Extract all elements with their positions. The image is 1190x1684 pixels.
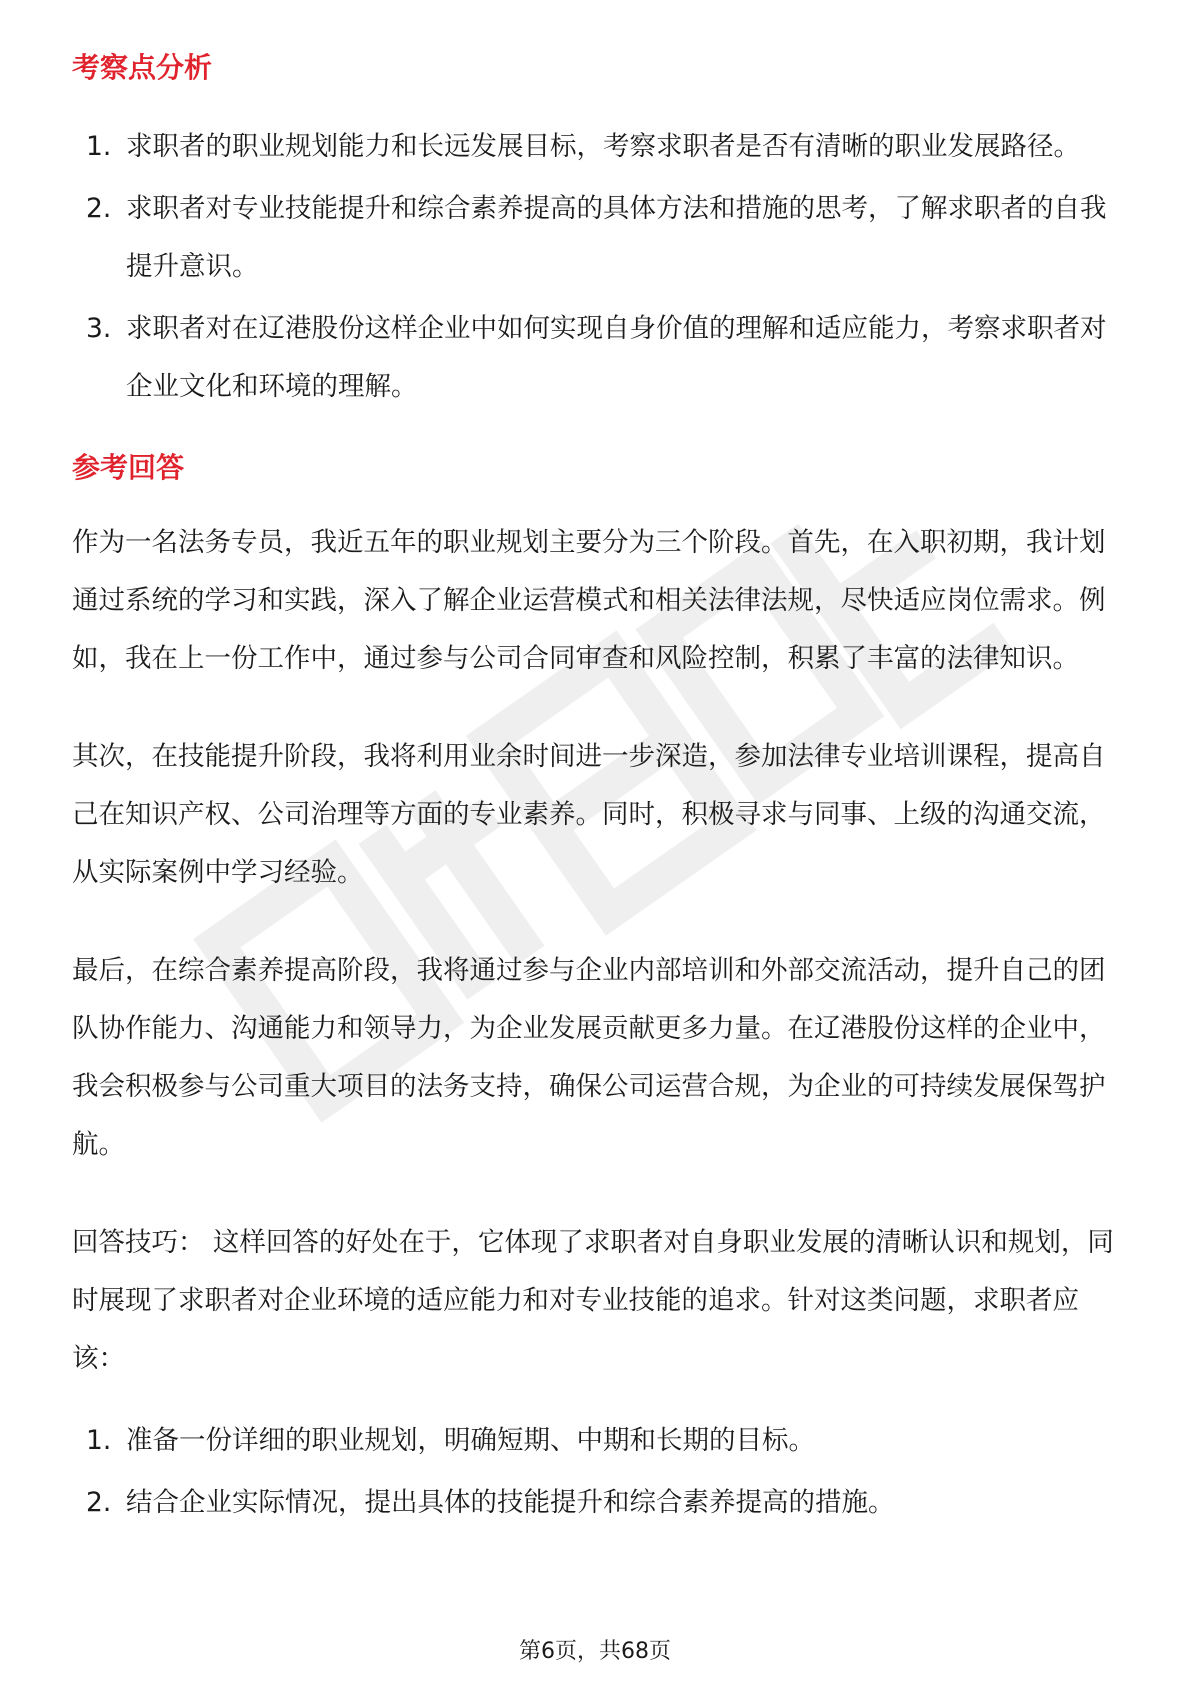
list-item-number: 3. [86,313,112,344]
list-item-text: 求职者对专业技能提升和综合素养提高的具体方法和措施的思考，了解求职者的自我提升意识。 [126,193,1107,282]
list-item-text: 准备一份详细的职业规划，明确短期、中期和长期的目标。 [126,1425,815,1456]
analysis-list [72,118,1122,416]
list-item-number: 2. [86,193,112,224]
list-item-text: 求职者对在辽港股份这样企业中如何实现自身价值的理解和适应能力，考察求职者对企业文化和环境的理解。 [126,313,1107,402]
answer-heading: 参考回答 [72,451,185,484]
answer-paragraph: 最后，在综合素养提高阶段，我将通过参与企业内部培训和外部交流活动，提升自己的团队协作能力、沟通能力和领导力，为企业发展贡献更多力量。在辽港股份这样的企业中，我会积极参与公司重大项目的法务支持，确保公司运营合规，为企业的可持续发展保驾护航。 [72,955,1106,1160]
list-item [72,118,1122,176]
list-item-text: 结合企业实际情况，提出具体的技能提升和综合素养提高的措施。 [126,1487,895,1518]
list-item-number: 2. [86,1487,112,1518]
list-item [72,300,1122,416]
list-item [72,1474,1122,1532]
tips-list [72,1412,1122,1532]
list-item-number: 1. [86,131,112,162]
answer-paragraph: 作为一名法务专员，我近五年的职业规划主要分为三个阶段。首先，在入职初期，我计划通过系统的学习和实践，深入了解企业运营模式和相关法律法规，尽快适应岗位需求。例如，我在上一份工作中，通过参与公司合同审查和风险控制，积累了丰富的法律知识。 [72,527,1106,674]
page-number-footer: 第6页，共68页 [519,1639,671,1664]
list-item-text: 求职者的职业规划能力和长远发展目标，考察求职者是否有清晰的职业发展路径。 [126,131,1080,162]
list-item [72,1412,1122,1470]
analysis-heading: 考察点分析 [72,51,213,84]
answer-tips-paragraph: 回答技巧： 这样回答的好处在于，它体现了求职者对自身职业发展的清晰认识和规划，同时展现了求职者对企业环境的适应能力和对专业技能的追求。针对这类问题，求职者应该： [72,1227,1114,1374]
list-item-number: 1. [86,1425,112,1456]
list-item [72,180,1122,296]
document-content [72,48,1122,1536]
answer-paragraph: 其次，在技能提升阶段，我将利用业余时间进一步深造，参加法律专业培训课程，提高自己在知识产权、公司治理等方面的专业素养。同时，积极寻求与同事、上级的沟通交流，从实际案例中学习经验。 [72,741,1106,888]
